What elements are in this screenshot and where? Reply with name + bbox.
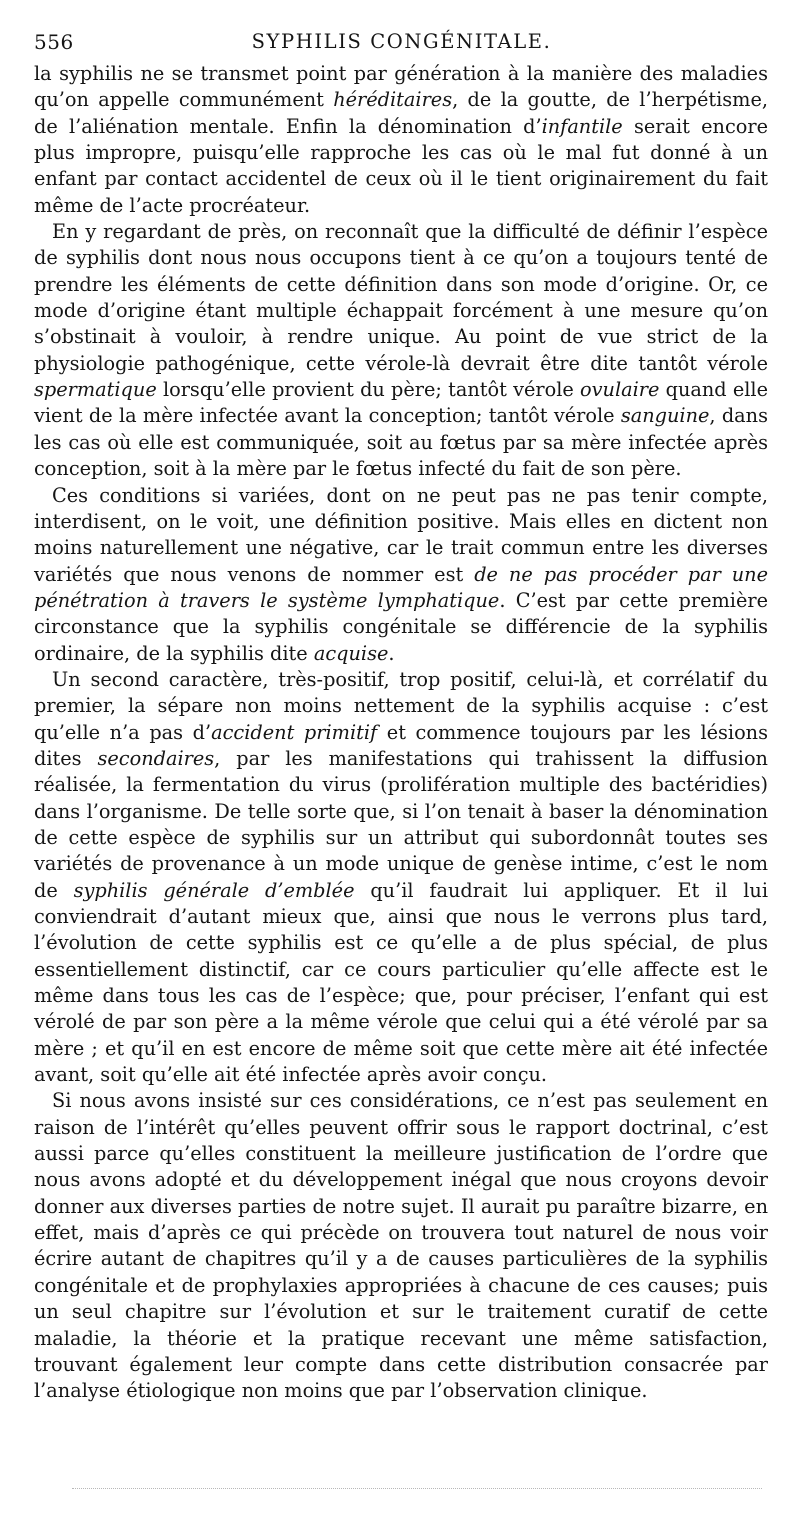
paragraph: [34, 219, 768, 482]
text-run: Un second caractère, très-positif, trop positif, celui-là, et corrélatif du premier, la sépare non moins nettement de la syphilis acquise : c’est qu’elle n’a pas d’: [34, 667, 768, 744]
italic-text: de ne pas procéder par une pénétration à travers le système lymphatique: [34, 562, 769, 612]
italic-text: héréditaires: [333, 88, 453, 112]
text-run: qu’il faudrait lui appliquer. Et il lui conviendrait d’autant mieux que, ainsi que nous le verrons plus tard, l’évolution de cette syphilis est ce qu’elle a de plus spécial, de plus essentiellement distinctif, car ce cours particulier qu’elle affecte est le même dans tous les cas de l’espèce; que, pour préciser, l’enfant qui est vérolé de par son père a la même vérole que celui qui a été vérolé par sa mère ; et qu’il en est encore de même soit que cette mère ait été infectée avant, soit qu’elle ait été infectée après avoir conçu.: [34, 878, 768, 1087]
italic-text: accident primitif: [211, 720, 378, 744]
footer-rule: [72, 1488, 762, 1490]
text-run: serait encore plus impropre, puisqu’elle rapproche les cas où le mal fut donné à un enfant par contact accidentel de ceux où il le tient originairement du fait même de l’acte procréateur.: [34, 114, 768, 217]
italic-text: infantile: [541, 114, 623, 138]
text-run: lorsqu’elle provient du père; tantôt vérole: [156, 378, 581, 402]
text-run: .: [388, 641, 395, 665]
text-run: Ces conditions si variées, dont on ne peut pas ne pas tenir compte, interdisent, on le voit, une définition positive. Mais elles en dictent non moins naturellement une négative, car le trait commun entre les diverses variétés que nous venons de nommer est: [34, 483, 768, 586]
body-text: [34, 61, 768, 1405]
page-header: [34, 30, 769, 60]
italic-text: syphilis générale d’emblée: [73, 878, 355, 902]
text-run: , de la goutte, de l’herpétisme, de l’aliénation mentale. Enfin la dénomination d’: [34, 88, 769, 138]
text-run: En y regardant de près, on reconnaît que la difficulté de définir l’espèce de syphilis dont nous nous occupons tient à ce qu’on a toujours tenté de prendre les éléments de cette définition dans son mode d’origine. Or, ce mode d’origine étant multiple échappait forcément à une mesure qu’on s’obstinait à vouloir, à rendre unique. Au point de vue strict de la physiologie pathogénique, cette vérole-là devrait être dite tantôt vérole: [34, 220, 768, 375]
italic-text: ovulaire: [580, 378, 660, 402]
page-number: 556: [34, 30, 74, 54]
paragraph: [34, 61, 768, 219]
paragraph: [34, 667, 768, 1089]
text-run: quand elle vient de la mère infectée avant la conception; tantôt vérole: [34, 378, 769, 428]
italic-text: secondaires: [97, 746, 215, 770]
italic-text: sanguine: [620, 404, 710, 428]
paragraph: [34, 1088, 768, 1404]
running-title: SYPHILIS CONGÉNITALE.: [251, 30, 552, 53]
text-run: la syphilis ne se transmet point par génération à la manière des maladies qu’on appelle communément: [34, 62, 768, 112]
text-run: . C’est par cette première circonstance que la syphilis congénitale se différencie de la syphilis ordinaire, de la syphilis dite: [34, 588, 768, 665]
italic-text: spermatique: [34, 378, 157, 402]
italic-text: acquise: [313, 641, 389, 665]
paragraph: [34, 483, 768, 667]
text-run: , dans les cas où elle est communiquée, soit au fœtus par sa mère infectée après conception, soit à la mère par le fœtus infecté du fait de son père.: [34, 404, 768, 481]
text-run: , par les manifestations qui trahissent la diffusion réalisée, la fermentation du virus (prolifération multiple des bactéridies) dans l’organisme. De telle sorte que, si l’on tenait à baser la dénomination de cette espèce de syphilis sur un attribut qui subordonnât toutes ses variétés de provenance à un mode unique de genèse intime, c’est le nom de: [34, 746, 768, 902]
text-run: et commence toujours par les lésions dites: [34, 720, 768, 770]
text-run: Si nous avons insisté sur ces considérations, ce n’est pas seulement en raison de l’intérêt qu’elles peuvent offrir sous le rapport doctrinal, c’est aussi parce qu’elles constituent la meilleure justification de l’ordre que nous avons adopté et du développement inégal que nous croyons devoir donner aux diverses parties de notre sujet. Il aurait pu paraître bizarre, en effet, mais d’après ce qui précède on trouvera tout naturel de nous voir écrire autant de chapitres qu’il y a de causes particulières de la syphilis congénitale et de prophylaxies appropriées à chacune de ces causes; puis un seul chapitre sur l’évolution et sur le traitement curatif de cette maladie, la théorie et la pratique recevant une même satisfaction, trouvant également leur compte dans cette distribution consacrée par l’analyse étiologique non moins que par l’observation clinique.: [34, 1089, 768, 1403]
